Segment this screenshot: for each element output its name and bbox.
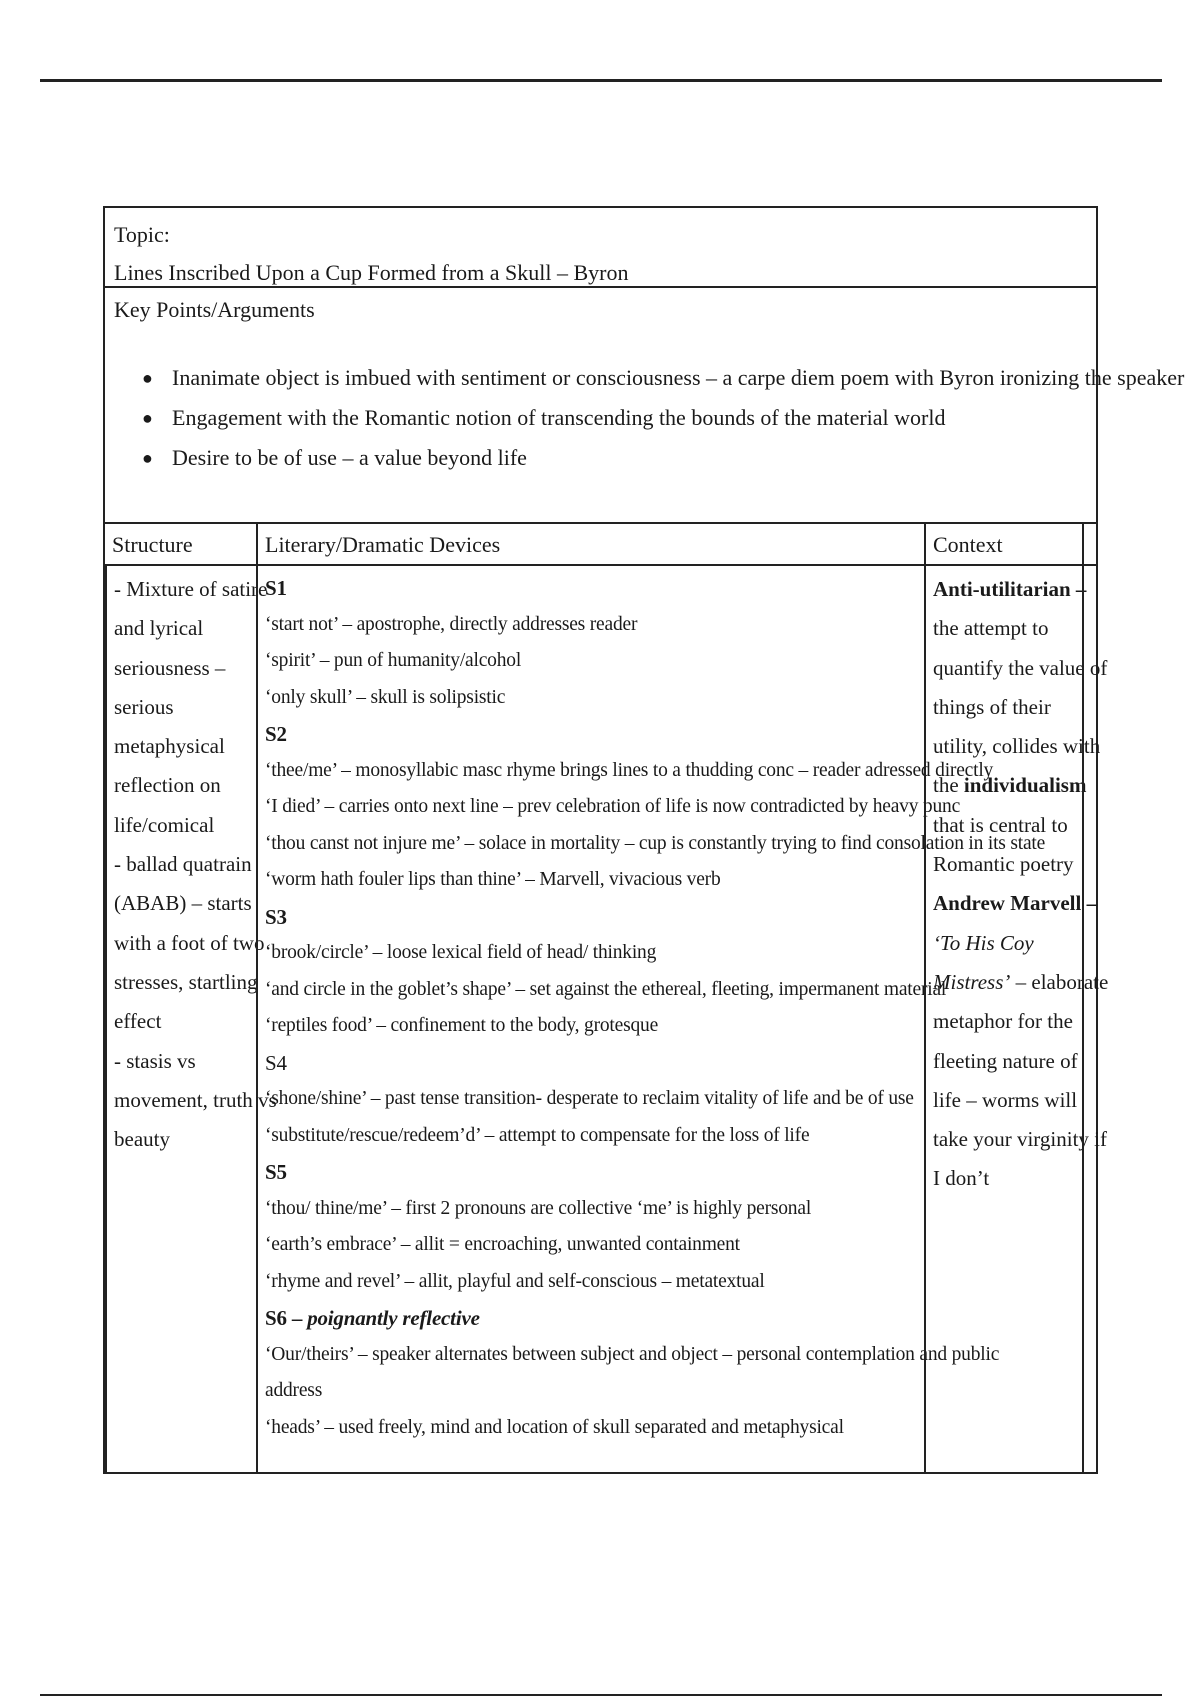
key-points-heading: Key Points/Arguments — [114, 297, 315, 322]
context-line: Anti-utilitarian – — [933, 577, 1087, 601]
device-note: ‘worm hath fouler lips than thine’ – Marvell, vivacious verb — [265, 869, 721, 890]
key-points-list — [114, 358, 1185, 478]
device-note: ‘I died’ – carries onto next line – prev celebration of life is now contradicted by heavy punc — [265, 796, 961, 817]
device-note: ‘and circle in the goblet’s shape’ – set against the ethereal, fleeting, impermanent material — [265, 978, 947, 1000]
structure-line: beauty — [114, 1127, 170, 1152]
context-line — [933, 884, 1098, 923]
key-points-section — [105, 288, 1185, 524]
context-emphasis: Mistress’ — [933, 969, 1011, 994]
device-note: ‘Our/theirs’ – speaker alternates between subject and object – personal contemplation and public — [265, 1343, 1000, 1365]
device-note: ‘substitute/rescue/redeem’d’ – attempt to compensate for the loss of life — [265, 1124, 810, 1146]
structure-line: seriousness – — [114, 655, 226, 680]
topic-title: Lines Inscribed Upon a Cup Formed from a Skull – Byron — [114, 260, 629, 285]
empty-header-cell — [1082, 524, 1098, 566]
stanza-heading: S1 — [265, 576, 287, 600]
stanza-heading: S4 — [265, 1050, 287, 1075]
device-note: ‘spirit’ – pun of humanity/alcohol — [265, 650, 522, 671]
analysis-grid — [105, 524, 1109, 1472]
structure-line: with a foot of two — [114, 930, 265, 955]
device-note: address — [265, 1380, 323, 1401]
key-point-text: Inanimate object is imbued with sentiment or consciousness – a carpe diem poem with Byron ironizing the speaker — [172, 365, 1185, 390]
context-line — [933, 963, 1109, 1002]
context-line: utility, collides with — [933, 734, 1101, 759]
context-line: metaphor for the — [933, 1009, 1073, 1034]
bullet-icon: ● — [142, 408, 153, 428]
stanza-heading: S3 — [265, 904, 287, 929]
device-note: ‘earth’s embrace’ – allit = encroaching, unwanted containment — [265, 1234, 740, 1255]
stanza-heading — [265, 1300, 917, 1337]
structure-line: serious — [114, 694, 174, 719]
structure-line: metaphysical — [114, 734, 225, 759]
stanza-heading: S2 — [265, 722, 287, 746]
context-emphasis: individualism — [963, 773, 1087, 798]
context-line: things of their — [933, 694, 1051, 719]
context-line: ‘To His Coy — [933, 930, 1034, 955]
revision-table — [103, 206, 1185, 1474]
device-note: ‘reptiles food’ – confinement to the body, grotesque — [265, 1015, 659, 1036]
structure-line: life/comical — [114, 812, 215, 837]
structure-line: movement, truth vs — [114, 1087, 277, 1112]
bullet-icon: ● — [142, 368, 153, 388]
device-note: ‘rhyme and revel’ – allit, playful and self-conscious – metatextual — [265, 1270, 765, 1292]
device-note: ‘thee/me’ – monosyllabic masc rhyme brings lines to a thudding conc – reader adressed directly — [265, 759, 994, 781]
structure-line: (ABAB) – starts — [114, 891, 252, 916]
key-point-text: Desire to be of use – a value beyond life — [172, 445, 527, 470]
device-note: ‘brook/circle’ – loose lexical field of head/ thinking — [265, 942, 657, 963]
context-line: fleeting nature of — [933, 1048, 1078, 1073]
topic-label: Topic: — [114, 222, 170, 247]
structure-line: stresses, startling — [114, 969, 258, 994]
context-line: the attempt to — [933, 616, 1049, 641]
stanza-heading: S5 — [265, 1160, 287, 1184]
structure-line: reflection on — [114, 773, 221, 798]
key-point-text: Engagement with the Romantic notion of transcending the bounds of the material world — [172, 405, 946, 430]
bottom-rule — [40, 1694, 1162, 1696]
top-rule — [40, 79, 1162, 82]
context-line: life – worms will — [933, 1087, 1078, 1112]
stanza-label: S6 – — [265, 1306, 308, 1330]
context-emphasis: Andrew Marvell — [933, 891, 1082, 916]
structure-line: - stasis vs — [114, 1048, 196, 1073]
empty-body-cell — [1082, 566, 1098, 1472]
device-note: ‘start not’ – apostrophe, directly addresses reader — [265, 613, 638, 635]
topic-section — [105, 208, 1096, 288]
context-cell — [924, 566, 1109, 1472]
context-line: quantify the value of — [933, 655, 1108, 680]
list-item — [142, 398, 1087, 438]
context-line: I don’t — [933, 1166, 990, 1191]
context-text: – elaborate — [1010, 969, 1109, 994]
context-line: take your virginity if — [933, 1127, 1107, 1152]
context-line — [933, 766, 1087, 805]
device-note: ‘thou canst not injure me’ – solace in mortality – cup is constantly trying to find consolation in its state — [265, 832, 1046, 854]
structure-line: effect — [114, 1009, 162, 1034]
stanza-note: poignantly reflective — [307, 1306, 480, 1330]
device-note: ‘only skull’ – skull is solipsistic — [265, 686, 506, 708]
device-note: ‘heads’ – used freely, mind and location of skull separated and metaphysical — [265, 1416, 844, 1438]
context-text: – — [1081, 891, 1098, 916]
list-item — [142, 438, 1087, 478]
context-text: the — [933, 773, 964, 798]
structure-line: and lyrical — [114, 616, 204, 641]
device-note: ‘thou/ thine/me’ – first 2 pronouns are collective ‘me’ is highly personal — [265, 1197, 812, 1219]
bullet-icon: ● — [142, 448, 153, 468]
structure-line: - Mixture of satire — [114, 577, 268, 601]
context-line: that is central to — [933, 812, 1068, 837]
structure-line: - ballad quatrain — [114, 852, 252, 877]
structure-header: Structure — [105, 524, 256, 566]
list-item — [142, 358, 1185, 398]
context-line: Romantic poetry — [933, 852, 1074, 877]
device-note: ‘shone/shine’ – past tense transition- desperate to reclaim vitality of life and be of use — [265, 1088, 914, 1109]
devices-header: Literary/Dramatic Devices — [256, 524, 924, 566]
context-header: Context — [924, 524, 1082, 566]
